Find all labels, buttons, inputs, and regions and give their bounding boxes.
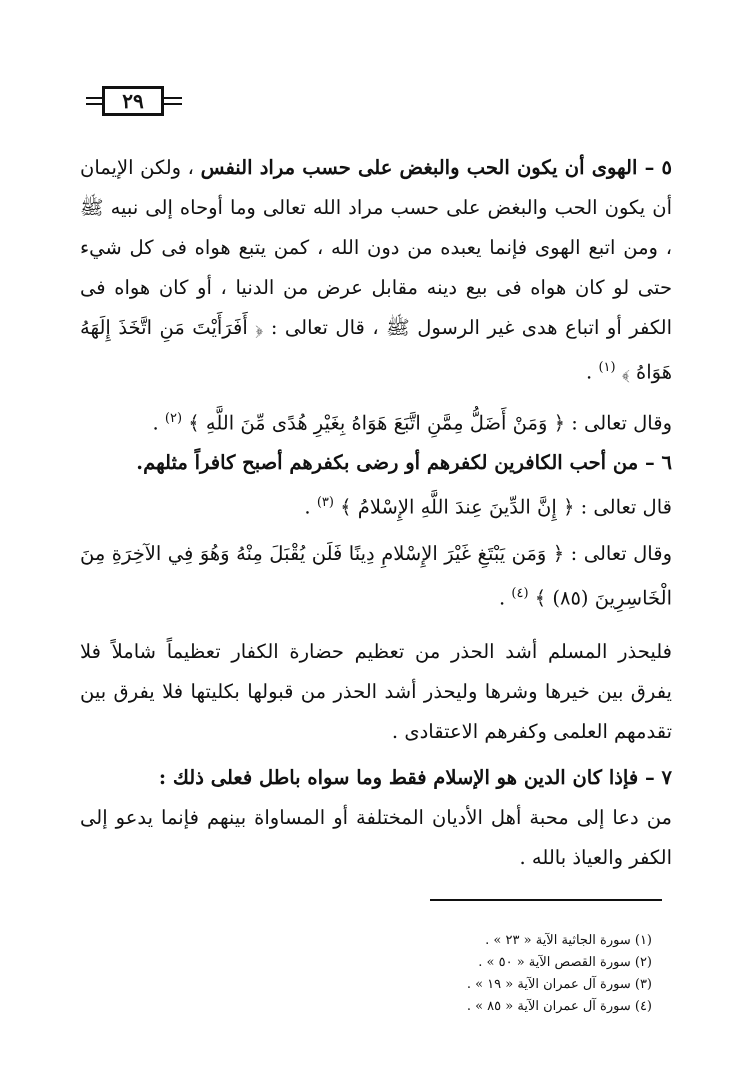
footnote-2: (٢) سورة القصص الآية « ٥٠ » .	[478, 955, 652, 970]
page-body	[80, 148, 672, 878]
footnote-ref-3: (٣)	[316, 495, 334, 510]
paragraph-quote-4	[80, 534, 672, 619]
point-5-heading: ٥ – الهوى أن يكون الحب والبغض على حسب مراد النفس	[200, 156, 672, 179]
point-6-heading: ٦ – من أحب الكافرين لكفرهم أو رضى بكفرهم أصبح كافراً مثلهم.	[136, 451, 672, 474]
page-number-rule-right	[162, 97, 182, 99]
footnote-ref-4: (٤)	[511, 585, 529, 601]
footnote-1: (١) سورة الجاثية الآية « ٢٣ » .	[485, 933, 652, 948]
footnote-divider	[430, 899, 662, 901]
end-period: .	[586, 360, 593, 384]
quote-4-intro: وقال تعالى :	[570, 541, 672, 565]
end-period: .	[304, 495, 311, 519]
page-number-box	[86, 84, 182, 122]
footnote-ref-2: (٢)	[164, 410, 183, 426]
page-number: ٢٩	[102, 86, 164, 116]
footnote-3: (٣) سورة آل عمران الآية « ١٩ » .	[466, 977, 652, 992]
point-5-text: ، ولكن الإيمان أن يكون الحب والبغض على حسب مراد الله تعالى وما أوحاه إلى نبيه ﷺ ، ومن اتبع الهوى فإنما يعبده من دون الله ، كمن يتبع هواه فى كل شيء حتى لو كان هواه فى بيع دينه مقابل عرض من الدنيا ، أو كان هواه فى الكفر أو اتباع هدى غير الرسول ﷺ ، قال تعالى :	[80, 156, 672, 339]
end-period: .	[152, 411, 159, 434]
footnotes	[380, 930, 652, 1018]
quran-quote-4: ﴿ وَمَن يَبْتَغِ غَيْرَ الإِسْلامِ دِينًا فَلَن يُقْبَلَ مِنْهُ وَهُوَ فِي الآخِرَةِ مِنَ الْخَاسِرِينَ (٨٥) ﴾	[80, 541, 672, 609]
end-period: .	[498, 586, 506, 609]
paragraph-hawa	[80, 148, 672, 393]
paragraph-quote-2	[80, 399, 672, 444]
page-number-rule-right-2	[162, 103, 182, 105]
quran-quote-3: ﴿ إِنَّ الدِّينَ عِندَ اللَّهِ الإِسْلامُ ﴾	[340, 495, 575, 519]
paragraph-conclusion: من دعا إلى محبة أهل الأديان المختلفة أو المساواة بينهم فإنما يدعو إلى الكفر والعياذ بالله .	[80, 806, 672, 869]
quran-quote-1: ﴿ أَفَرَأَيْتَ مَنِ اتَّخَذَ إِلَهَهُ هَوَاهُ ﴾	[80, 316, 672, 384]
point-7-heading: ٧ – فإذا كان الدين هو الإسلام فقط وما سواه باطل فعلى ذلك :	[158, 766, 672, 789]
footnote-4: (٤) سورة آل عمران الآية « ٨٥ » .	[466, 999, 652, 1014]
paragraph-warning: فليحذر المسلم أشد الحذر من تعظيم حضارة الكفار تعظيماً شاملاً فلا يفرق بين خيرها وشرها وليحذر أشد الحذر من قبولها بكليتها فلا يفرق بين تقدمهم العلمى وكفرهم الاعتقادى .	[80, 640, 672, 743]
quran-quote-2: ﴿ وَمَنْ أَضَلُّ مِمَّنِ اتَّبَعَ هَوَاهُ بِغَيْرِ هُدًى مِّنَ اللَّهِ ﴾	[188, 411, 565, 434]
paragraph-quote-3	[80, 483, 672, 528]
footnote-ref-1: (١)	[598, 360, 616, 375]
quote-2-intro: وقال تعالى :	[571, 411, 672, 434]
quote-3-intro: قال تعالى :	[580, 495, 672, 519]
